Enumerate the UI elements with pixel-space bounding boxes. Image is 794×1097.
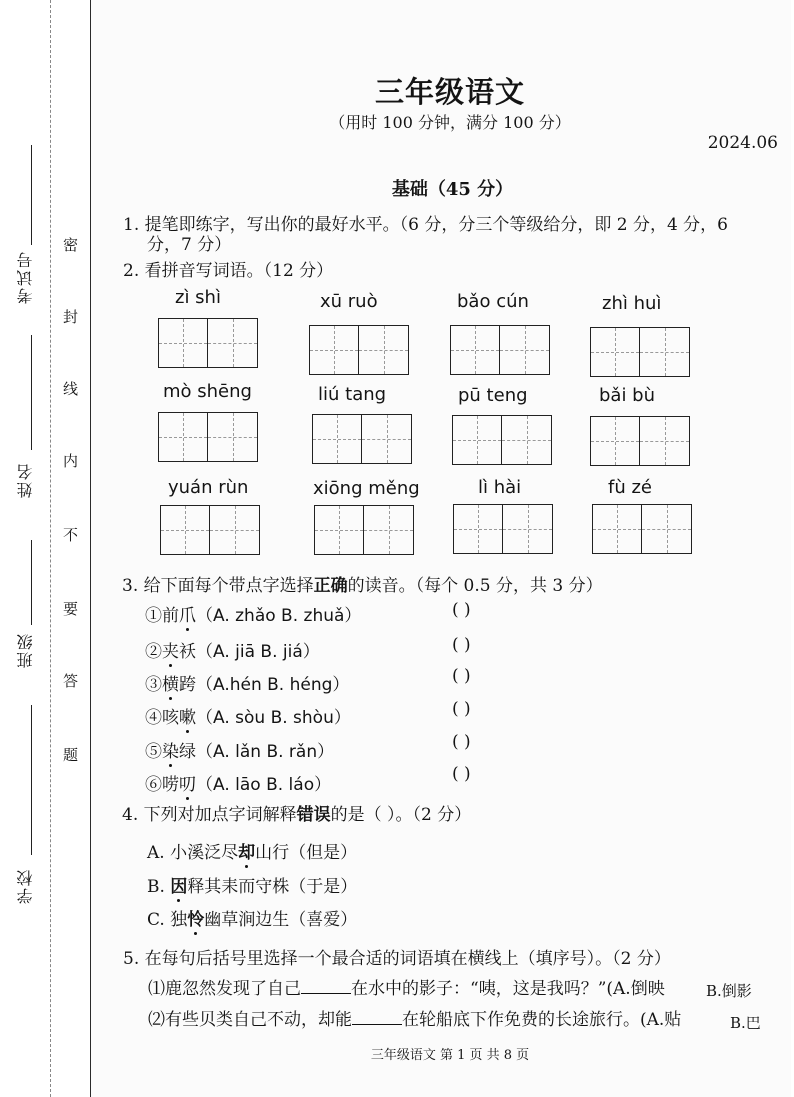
writing-grid[interactable] <box>590 327 690 377</box>
q5-option-b: B.倒影 <box>706 982 752 1000</box>
word-char: 袄 <box>179 642 196 662</box>
dotted-char: 爪 <box>179 606 196 626</box>
q1-line1: 1. 提笔即练字，写出你的最好水平。（6 分，分三个等级给分，即 2 分，4 分，6 <box>123 215 729 235</box>
option-label: B. <box>147 877 171 897</box>
word-char: 唠 <box>162 775 179 795</box>
exam-date: 2024.06 <box>707 133 778 153</box>
dotted-char: 叨 <box>179 775 196 795</box>
q3-item <box>145 601 361 626</box>
word-char: 绿 <box>179 742 196 762</box>
pinyin-label: zhì huì <box>602 293 662 314</box>
q3-title-emphasis: 正确 <box>313 576 348 596</box>
seal-char: 密 <box>63 236 79 254</box>
name-line <box>31 335 32 450</box>
q3-item <box>145 737 334 762</box>
item-number: ② <box>145 642 162 662</box>
pinyin-label: bǎi bù <box>599 385 656 406</box>
dotted-char: 夹 <box>162 642 179 662</box>
dotted-char: 横 <box>162 675 179 695</box>
writing-grid[interactable] <box>453 504 553 554</box>
q3-title-text: 的读音。（每个 0.5 分，共 3 分） <box>347 576 603 596</box>
item-number: ③ <box>145 675 162 695</box>
seal-char: 答 <box>63 672 79 690</box>
seal-char: 题 <box>63 746 79 764</box>
writing-grid[interactable] <box>450 325 550 375</box>
writing-grid[interactable] <box>592 504 692 554</box>
reading-options: （A. zhǎo B. zhuǎ） <box>196 606 362 626</box>
q3-item <box>145 770 331 795</box>
q3-item <box>145 703 351 728</box>
q4-title-emphasis: 错误 <box>296 805 331 825</box>
class-label: 班级 <box>16 632 35 668</box>
writing-grid[interactable] <box>590 416 690 466</box>
option-text: 小溪泛尽 <box>170 843 239 863</box>
option-label: A. <box>147 843 171 863</box>
item-number: ① <box>145 606 162 626</box>
name-label: 姓名 <box>16 462 35 498</box>
reading-options: （A. sòu B. shòu） <box>196 708 351 728</box>
item-number: ⑥ <box>145 775 162 795</box>
writing-grid[interactable] <box>309 325 409 375</box>
page-title: 三年级语文 <box>374 75 525 109</box>
reading-options: （A. lāo B. láo） <box>196 775 332 795</box>
exam-time-note: （用时 100 分钟，满分 100 分） <box>329 113 571 132</box>
pinyin-label: yuán rùn <box>168 477 249 498</box>
sentence-text: 在水中的影子：“咦，这是我吗？”(A.倒映 <box>351 979 665 999</box>
q3-title <box>122 571 603 596</box>
school-line <box>31 705 32 855</box>
word-char: 跨 <box>179 675 196 695</box>
dotted-char: 却 <box>238 843 256 863</box>
reading-options: （A.hén B. héng） <box>196 675 350 695</box>
writing-grid[interactable] <box>452 415 552 465</box>
seal-char: 内 <box>63 452 79 470</box>
option-text: 幽草涧边生（喜爱） <box>204 910 358 930</box>
writing-grid[interactable] <box>158 412 258 462</box>
answer-parentheses[interactable]: ( ) <box>452 764 471 784</box>
pinyin-label: bǎo cún <box>457 291 529 312</box>
item-number: ⑤ <box>145 742 162 762</box>
section-heading: 基础（45 分） <box>391 179 514 200</box>
answer-blank[interactable] <box>301 979 351 994</box>
seal-char: 要 <box>63 600 79 618</box>
sentence-text: 在轮船底下作免费的长途旅行。(A.贴 <box>402 1010 682 1030</box>
item-number: ④ <box>145 708 162 728</box>
pinyin-label: zì shì <box>175 287 221 308</box>
q5-title: 5. 在每句后括号里选择一个最合适的词语填在横线上（填序号）。（2 分） <box>123 949 671 969</box>
dotted-char: 因 <box>170 877 188 897</box>
q4-title <box>122 800 471 825</box>
pinyin-label: pū teng <box>458 385 528 406</box>
option-label: C. <box>147 910 171 930</box>
option-text: 独 <box>170 910 188 930</box>
q4-title-text: 4. 下列对加点字词解释 <box>122 805 297 825</box>
word-char: 前 <box>162 606 179 626</box>
q5-option-b: B.巴 <box>730 1014 761 1032</box>
word-char: 咳 <box>162 708 179 728</box>
q4-option <box>147 838 357 863</box>
pinyin-label: fù zé <box>608 477 652 498</box>
writing-grid[interactable] <box>314 505 414 555</box>
answer-parentheses[interactable]: ( ) <box>452 666 471 686</box>
dotted-char: 怜 <box>187 910 205 930</box>
q2-title: 2. 看拼音写词语。（12 分） <box>123 261 334 281</box>
pinyin-label: xū ruò <box>320 291 378 312</box>
q4-title-text[interactable]: 的是（ ）。（2 分） <box>330 805 472 825</box>
answer-parentheses[interactable]: ( ) <box>452 732 471 752</box>
q1-line2: 分，7 分） <box>147 235 232 255</box>
dotted-char: 染 <box>162 742 179 762</box>
q5-sentence-2 <box>148 1005 681 1030</box>
page-footer: 三年级语文 第 1 页 共 8 页 <box>370 1048 530 1063</box>
exam-number-label: 考试号 <box>16 250 35 304</box>
answer-parentheses[interactable]: ( ) <box>452 600 471 620</box>
writing-grid[interactable] <box>312 414 412 464</box>
pinyin-label: xiōng měng <box>313 478 420 499</box>
reading-options: （A. jiā B. jiá） <box>196 642 320 662</box>
writing-grid[interactable] <box>160 505 260 555</box>
q3-title-text: 3. 给下面每个带点字选择 <box>122 576 314 596</box>
answer-blank[interactable] <box>352 1010 402 1025</box>
q4-option <box>147 905 357 930</box>
pinyin-label: lì hài <box>478 477 522 498</box>
dotted-char: 嗽 <box>179 708 196 728</box>
q4-option <box>147 872 357 897</box>
option-text: 山行（但是） <box>255 843 358 863</box>
school-label: 学校 <box>16 868 35 904</box>
seal-char: 封 <box>63 308 79 326</box>
q3-item <box>145 637 320 662</box>
writing-grid[interactable] <box>158 318 258 368</box>
pinyin-label: liú tang <box>318 384 387 405</box>
reading-options: （A. lǎn B. rǎn） <box>196 742 335 762</box>
answer-parentheses[interactable]: ( ) <box>452 635 471 655</box>
seal-char: 线 <box>63 380 79 398</box>
sentence-text: ⑵有些贝类自己不动，却能 <box>148 1010 352 1030</box>
option-text: 释其耒而守株（于是） <box>187 877 358 897</box>
seal-dashed-line <box>50 0 51 1097</box>
sentence-text: ⑴鹿忽然发现了自己 <box>148 979 301 999</box>
class-line <box>31 540 32 625</box>
seal-char: 不 <box>63 526 79 544</box>
pinyin-label: mò shēng <box>163 381 252 402</box>
answer-parentheses[interactable]: ( ) <box>452 699 471 719</box>
q5-sentence-1 <box>148 974 665 999</box>
q3-item <box>145 670 349 695</box>
